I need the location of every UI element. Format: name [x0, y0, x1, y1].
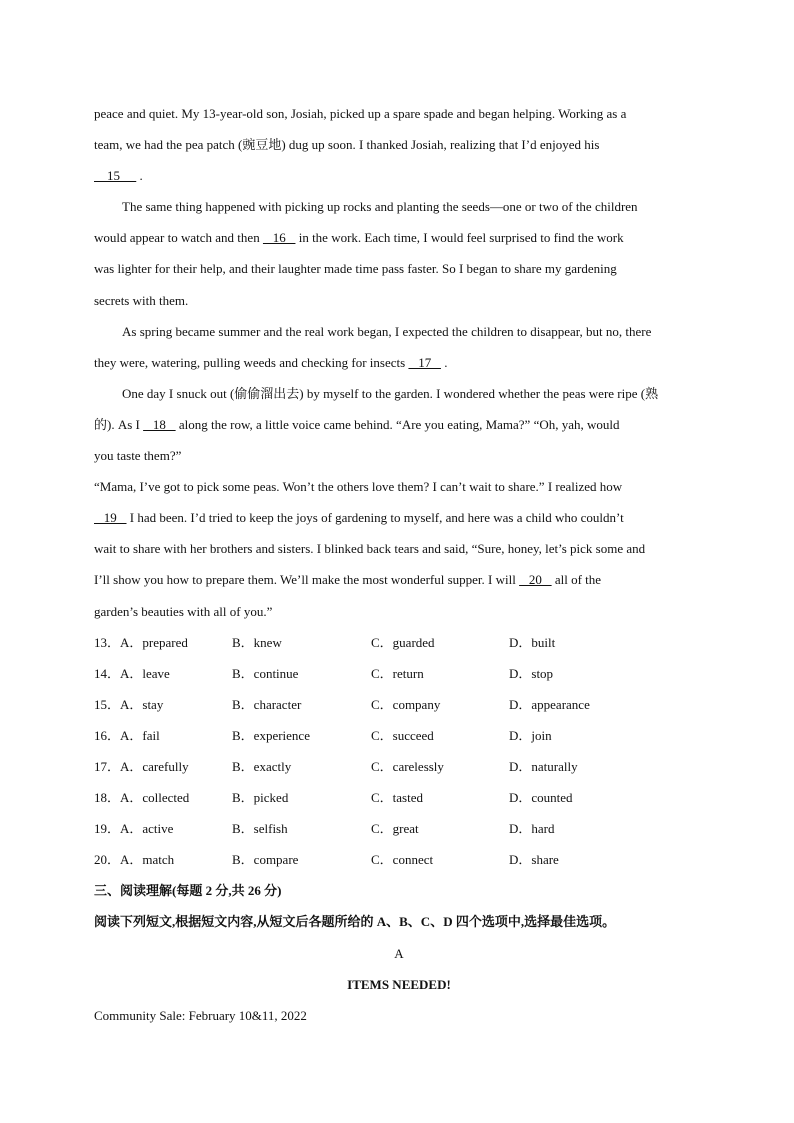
- blank-17: 17: [408, 354, 441, 370]
- option-a: 17．A．carefully: [94, 758, 189, 774]
- passage-line: As spring became summer and the real work began, I expected the children to disappear, but no, there: [122, 323, 652, 339]
- option-c: C．connect: [371, 852, 434, 868]
- part-label: A: [394, 945, 404, 961]
- passage-line: The same thing happened with picking up rocks and planting the seeds—one or two of the children: [122, 199, 638, 215]
- question-row-19: [94, 813, 704, 844]
- option-b: B．knew: [232, 634, 282, 650]
- blank-18: 18: [143, 416, 176, 432]
- sale-date-line: Community Sale: February 10&11, 2022: [94, 1007, 307, 1023]
- option-d: D．share: [509, 852, 559, 868]
- option-c: C．great: [371, 821, 419, 837]
- passage-line: you taste them?”: [94, 448, 182, 464]
- option-a: 13．A．prepared: [94, 634, 188, 650]
- question-row-20: [94, 844, 704, 875]
- passage-line: garden’s beauties with all of you.”: [94, 603, 273, 619]
- question-row-17: [94, 751, 704, 782]
- document-body: [94, 98, 704, 1031]
- option-a: 18．A．collected: [94, 790, 190, 806]
- option-d: D．naturally: [509, 758, 578, 774]
- option-b: B．character: [232, 696, 302, 712]
- passage-line: 的). As I 18 along the row, a little voice came behind. “Are you eating, Mama?” “Oh, yah, would: [94, 416, 620, 432]
- option-d: D．appearance: [509, 696, 590, 712]
- option-d: D．hard: [509, 821, 555, 837]
- question-row-15: [94, 689, 704, 720]
- passage-line: team, we had the pea patch (豌豆地) dug up soon. I thanked Josiah, realizing that I’d enjoyed his: [94, 137, 600, 153]
- passage-line: 19 I had been. I’d tried to keep the joys of gardening to myself, and here was a child who couldn’t: [94, 510, 624, 526]
- option-c: C．succeed: [371, 727, 434, 743]
- option-d: D．join: [509, 727, 552, 743]
- option-d: D．built: [509, 634, 556, 650]
- option-c: C．return: [371, 665, 424, 681]
- option-d: D．stop: [509, 665, 554, 681]
- passage-title: ITEMS NEEDED!: [347, 976, 451, 992]
- passage-line: 15 .: [94, 168, 143, 184]
- option-b: B．experience: [232, 727, 310, 743]
- option-b: B．picked: [232, 790, 289, 806]
- option-a: 19．A．active: [94, 821, 174, 837]
- question-row-18: [94, 782, 704, 813]
- option-a: 20．A．match: [94, 852, 175, 868]
- option-c: C．carelessly: [371, 758, 444, 774]
- question-row-14: [94, 658, 704, 689]
- passage-line: peace and quiet. My 13-year-old son, Josiah, picked up a spare spade and began helping. Working as a: [94, 106, 627, 121]
- option-a: 14．A．leave: [94, 665, 170, 681]
- passage-line: I’ll show you how to prepare them. We’ll make the most wonderful supper. I will 20 all of the: [94, 572, 602, 588]
- option-a: 15．A．stay: [94, 696, 164, 712]
- passage-line: they were, watering, pulling weeds and checking for insects 17 .: [94, 354, 448, 370]
- passage-line: “Mama, I’ve got to pick some peas. Won’t the others love them? I can’t wait to share.” I realized how: [94, 479, 623, 495]
- question-row-13: [94, 627, 704, 658]
- passage-line: wait to share with her brothers and sisters. I blinked back tears and said, “Sure, honey, let’s pick some and: [94, 541, 646, 557]
- option-c: C．company: [371, 696, 441, 712]
- question-row-16: [94, 720, 704, 751]
- option-b: B．selfish: [232, 821, 288, 837]
- section-heading: 三、阅读理解(每题 2 分,共 26 分): [94, 883, 282, 899]
- section-instruction: 阅读下列短文,根据短文内容,从短文后各题所给的 A、B、C、D 四个选项中,选择最佳选项。: [94, 914, 616, 930]
- passage-line: secrets with them.: [94, 292, 189, 308]
- blank-20: 20: [519, 572, 552, 588]
- option-d: D．counted: [509, 790, 573, 806]
- option-c: C．guarded: [371, 634, 435, 650]
- option-b: B．continue: [232, 665, 299, 681]
- passage-line: would appear to watch and then 16 in the work. Each time, I would feel surprised to find the work: [94, 230, 624, 246]
- passage-line: One day I snuck out (偷偷溜出去) by myself to the garden. I wondered whether the peas were ripe (熟: [122, 385, 659, 401]
- blank-15: 15: [94, 168, 137, 184]
- option-c: C．tasted: [371, 790, 423, 806]
- option-b: B．exactly: [232, 758, 292, 774]
- option-a: 16．A．fail: [94, 727, 160, 743]
- blank-19: 19: [94, 510, 127, 526]
- blank-16: 16: [262, 230, 296, 246]
- passage-line: was lighter for their help, and their laughter made time pass faster. So I began to share my gardening: [94, 261, 617, 277]
- option-b: B．compare: [232, 852, 299, 868]
